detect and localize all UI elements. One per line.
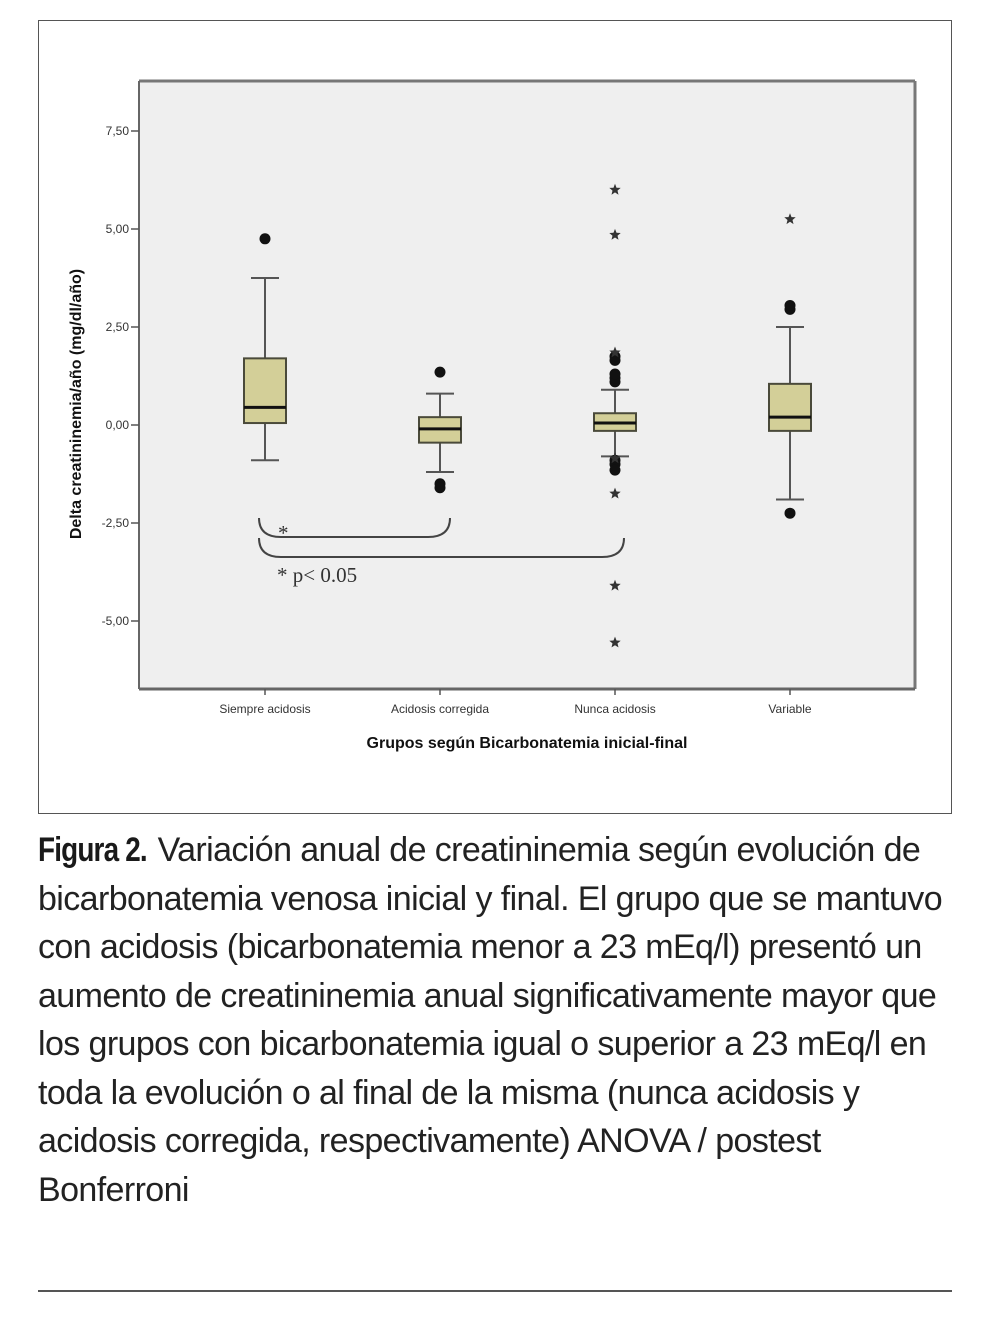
y-tick-label: -5,00 xyxy=(101,614,129,628)
outlier-point xyxy=(260,233,271,244)
box-iqr xyxy=(244,358,286,423)
significance-label: * p< 0.05 xyxy=(277,563,358,587)
bracket-star-label: * xyxy=(278,521,289,545)
caption-label: Figura 2. xyxy=(38,831,147,869)
x-tick-label: Acidosis corregida xyxy=(390,702,490,716)
x-tick-label: Siempre acidosis xyxy=(219,702,311,716)
bottom-divider xyxy=(38,1290,952,1292)
figure-caption xyxy=(38,826,958,1214)
boxplot-chart xyxy=(39,21,951,813)
y-tick-label: -2,50 xyxy=(101,516,129,530)
outlier-point xyxy=(610,465,621,476)
outlier-point xyxy=(435,482,446,493)
x-tick-label: Variable xyxy=(768,702,812,716)
y-axis-title: Delta creatininemia/año (mg/dl/año) xyxy=(68,268,85,540)
x-axis-title: Grupos según Bicarbonatemia inicial-final xyxy=(366,735,688,752)
y-tick-label: 7,50 xyxy=(105,124,129,138)
x-tick-label: Nunca acidosis xyxy=(574,702,656,716)
outlier-point xyxy=(435,367,446,378)
outlier-point xyxy=(785,300,796,311)
figure-frame xyxy=(38,20,952,814)
y-tick-label: 5,00 xyxy=(105,222,129,236)
outlier-point xyxy=(610,369,621,380)
y-tick-label: 2,50 xyxy=(105,320,129,334)
plot-layer xyxy=(102,81,915,716)
y-tick-label: 0,00 xyxy=(105,418,129,432)
box-iqr xyxy=(769,384,811,431)
caption-text: Variación anual de creatininemia según evolución de bicarbonatemia venosa inicial y final. El grupo que se mantuvo con acidosis (bicarbonatemia menor a 23 mEq/l) presentó un aumento de creatininemia anual significativamente mayor que los grupos con bicarbonatemia igual o superior a 23 mEq/l en toda la evolución o al final de la misma (nunca acidosis y acidosis corregida, respectivamente) ANOVA / postest Bonferroni xyxy=(38,831,943,1209)
outlier-point xyxy=(785,508,796,519)
